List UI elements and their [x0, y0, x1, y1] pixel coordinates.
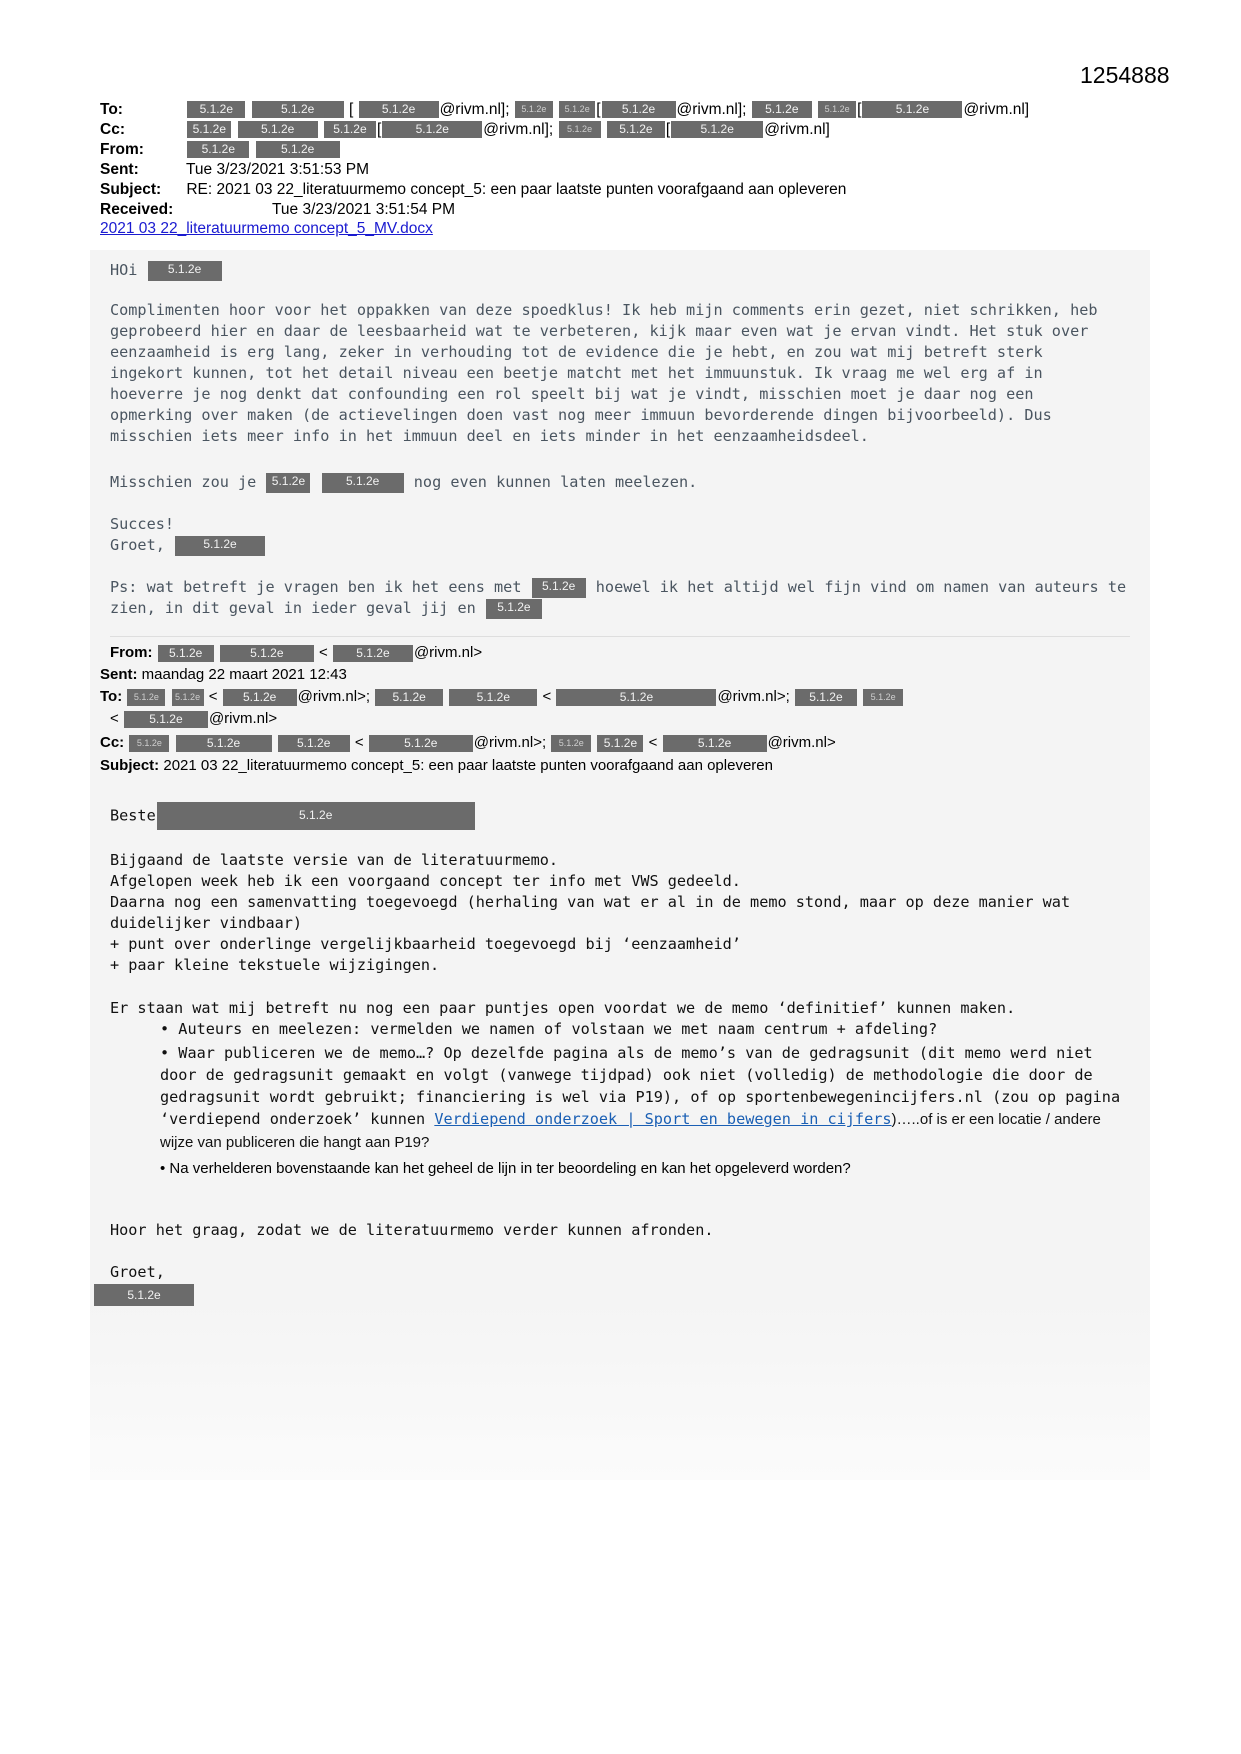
redaction: 5.1.2e	[333, 645, 413, 662]
redaction: 5.1.2e	[382, 121, 482, 138]
fwd-subject-value: 2021 03 22_literatuurmemo concept_5: een paar laatste punten voorafgaand aan opleveren	[163, 757, 773, 774]
redaction: 5.1.2e	[597, 735, 643, 752]
fwd-cc-line	[100, 732, 836, 754]
bullet-text: )…..of is er een locatie / andere wijze van publiceren die hangt aan P19?	[160, 1111, 1101, 1151]
redaction: 5.1.2e	[795, 689, 857, 706]
redaction: 5.1.2e	[449, 689, 537, 706]
redaction: 5.1.2e	[862, 101, 962, 118]
sent-line	[100, 160, 369, 180]
subject-label: Subject:	[100, 181, 162, 198]
original-intro	[110, 850, 1120, 976]
email-domain: @rivm.nl>	[413, 644, 483, 661]
paragraph-text: Misschien zou je	[110, 473, 257, 491]
fwd-to-label: To:	[100, 688, 123, 705]
list-item: • Auteurs en meelezen: vermelden we namen of volstaan we met naam centrum + afdeling?	[160, 1020, 938, 1038]
reply-greeting	[110, 260, 223, 281]
body-line: Bijgaand de laatste versie van de literatuurmemo.	[110, 851, 559, 869]
redaction: 5.1.2e	[187, 121, 231, 138]
reply-signoff	[110, 535, 266, 556]
bracket: <	[648, 734, 658, 751]
email-domain: @rivm.nl>;	[297, 688, 370, 705]
subject-line	[100, 180, 846, 200]
fwd-to-line	[100, 686, 904, 708]
redaction: 5.1.2e	[127, 689, 165, 706]
redaction: 5.1.2e	[223, 689, 297, 706]
list-item: • Na verhelderen bovenstaande kan het geheel de lijn in ter beoordeling en kan het opgeleverd worden?	[160, 1160, 851, 1177]
email-domain: @rivm.nl];	[676, 101, 747, 118]
document-id: 1254888	[1080, 62, 1170, 88]
to-line: To: 5.1.2e 5.1.2e [ 5.1.2e @rivm.nl]; 5.1.2e 5.1.2e [ 5.1.2e @rivm.nl]; 5.1.2e 5.1.2e [ 5.1.2e @rivm.nl]	[100, 101, 1030, 118]
email-domain: @rivm.nl]	[963, 101, 1030, 118]
received-line	[100, 200, 455, 220]
list-item: • Waar publiceren we de memo…? Op dezelfde pagina als de memo’s van de gedragsunit (dit memo werd niet door de gedragsunit gemaakt en volgt (vanwege tijdpad) ook niet (volledig) de methodologie die door de gedragsunit wordt gebruikt; financiering is wel via P19), of op sportenbewegenincijfers.nl (zou op pagina ‘verdiepend onderzoek’ kunnen Verdiepend onderzoek | Sport en bewegen in cijfers)…..of is er een locatie / andere wijze van publiceren die hangt aan P19?	[160, 1044, 1121, 1151]
divider	[110, 636, 1130, 637]
redaction: 5.1.2e	[818, 101, 856, 118]
redaction: 5.1.2e	[324, 121, 376, 138]
redaction: 5.1.2e	[124, 711, 208, 728]
redaction: 5.1.2e	[322, 473, 404, 493]
bracket: <	[319, 644, 328, 661]
fwd-subject-label: Subject:	[100, 757, 160, 774]
original-greeting	[110, 802, 476, 830]
body-line: Er staan wat mij betreft nu nog een paar puntjes open voordat we de memo ‘definitief’ kunnen maken.	[110, 999, 1016, 1017]
reply-paragraph-2	[110, 472, 697, 493]
redaction: 5.1.2e	[369, 735, 473, 752]
redaction: 5.1.2e	[187, 101, 245, 118]
closing-line	[110, 1220, 713, 1241]
bullet-text: Waar publiceren we de memo…? Op dezelfde pagina als de memo’s van de gedragsunit (dit memo werd niet door de gedragsunit gemaakt en volgt (vanwege tijdpad) ook niet (volledig) de methodologie die door de gedragsunit wordt gebruikt; financiering is wel via P19), of op sportenbewegenincijfers.nl (zou op pagina ‘verdiepend onderzoek’ kunnen	[160, 1044, 1121, 1128]
fwd-to-line-2	[110, 708, 277, 730]
bullet-text: Auteurs en meelezen: vermelden we namen of volstaan we met naam centrum + afdeling?	[178, 1020, 938, 1038]
redaction: 5.1.2e	[94, 1284, 194, 1306]
redaction: 5.1.2e	[752, 101, 812, 118]
bracket: <	[110, 710, 119, 727]
open-points-list	[160, 1018, 1130, 1180]
cc-label: Cc:	[100, 121, 125, 138]
redaction: 5.1.2e	[129, 735, 169, 752]
paragraph-text: Complimenten hoor voor het oppakken van deze spoedklus! Ik heb mijn comments erin gezet, niet schrikken, heb geprobeerd hier en daar de leesbaarheid wat te verbeteren, kijk maar even wat je ervan vindt. Het stuk over eenzaamheid is erg lang, zeker in verhouding tot de evidence die je hebt, en zou wat mij betreft sterk ingekort kunnen, tot het detail niveau een beetje matcht met het immuunstuk. Ik vraag me wel erg af in hoeverre je nog denkt dat confounding een rol speelt bij wat je vindt, misschien moet je daar nog een opmerking over maken (de actievelingen doen vast nog meer immuun bevorderende dingen bijvoorbeeld). Dus misschien iets meer info in het immuun deel en iets minder in het eenzaamheidsdeel.	[110, 301, 1098, 445]
groet-text: Groet,	[110, 536, 165, 554]
verdiepend-onderzoek-link[interactable]: Verdiepend onderzoek | Sport en bewegen in cijfers	[434, 1110, 892, 1128]
body-line: Afgelopen week heb ik een voorgaand concept ter info met VWS gedeeld.	[110, 872, 741, 890]
redaction: 5.1.2e	[551, 735, 591, 752]
groet-text: Groet,	[110, 1263, 165, 1281]
email-domain: @rivm.nl>	[767, 734, 836, 751]
succes-line	[110, 514, 174, 535]
redaction: 5.1.2e	[175, 536, 265, 556]
cc-line: Cc: 5.1.2e 5.1.2e 5.1.2e [ 5.1.2e @rivm.nl]; 5.1.2e 5.1.2e [ 5.1.2e @rivm.nl]	[100, 121, 830, 138]
open-points-intro	[110, 998, 1120, 1019]
ps-text: zien, in dit geval in ieder geval jij en	[110, 599, 476, 617]
fwd-cc-label: Cc:	[100, 734, 125, 751]
bracket: <	[208, 688, 218, 705]
paragraph-text: nog even kunnen laten meelezen.	[413, 473, 698, 491]
redaction: 5.1.2e	[278, 735, 350, 752]
fwd-from-label: From:	[110, 644, 153, 661]
bracket: <	[542, 688, 552, 705]
redaction: 5.1.2e	[863, 689, 903, 706]
bullet-text: Na verhelderen bovenstaande kan het geheel de lijn in ter beoordeling en kan het opgeleverd worden?	[169, 1160, 851, 1177]
redaction: 5.1.2e	[602, 101, 676, 118]
redaction: 5.1.2e	[556, 689, 716, 706]
sent-label: Sent:	[100, 161, 139, 178]
redaction: 5.1.2e	[266, 473, 310, 493]
signature-redaction	[93, 1284, 195, 1306]
body-line: + punt over onderlinge vergelijkbaarheid toegevoegd bij ‘eenzaamheid’	[110, 935, 741, 953]
received-label: Received:	[100, 201, 174, 218]
redaction: 5.1.2e	[607, 121, 665, 138]
bracket: <	[354, 734, 364, 751]
fwd-subject-line	[100, 755, 773, 777]
ps-line-1	[110, 577, 1126, 598]
from-label: From:	[100, 141, 144, 158]
received-value: Tue 3/23/2021 3:51:54 PM	[272, 201, 456, 218]
redaction: 5.1.2e	[663, 735, 767, 752]
redaction: 5.1.2e	[671, 121, 763, 138]
redaction: 5.1.2e	[187, 141, 249, 158]
subject-value: RE: 2021 03 22_literatuurmemo concept_5: een paar laatste punten voorafgaand aan opleveren	[186, 181, 847, 198]
body-line: Hoor het graag, zodat we de literatuurmemo verder kunnen afronden.	[110, 1221, 714, 1239]
redaction: 5.1.2e	[176, 735, 272, 752]
redaction: 5.1.2e	[559, 101, 595, 118]
redaction: 5.1.2e	[238, 121, 318, 138]
redaction: 5.1.2e	[252, 101, 344, 118]
redaction: 5.1.2e	[157, 802, 475, 830]
redaction: 5.1.2e	[486, 599, 542, 619]
email-domain: @rivm.nl];	[483, 121, 554, 138]
ps-line-2	[110, 598, 543, 619]
redaction: 5.1.2e	[515, 101, 553, 118]
to-label: To:	[100, 101, 123, 118]
body-line: Daarna nog een samenvatting toegevoegd (herhaling van wat er al in de memo stond, maar op deze manier wat duidelijker vindbaar)	[110, 893, 1071, 932]
redaction: 5.1.2e	[148, 261, 222, 281]
redaction: 5.1.2e	[359, 101, 439, 118]
ps-text: Ps: wat betreft je vragen ben ik het eens met	[110, 578, 522, 596]
from-line	[100, 140, 341, 160]
redaction: 5.1.2e	[172, 689, 204, 706]
email-domain: @rivm.nl];	[439, 101, 510, 118]
reply-paragraph	[110, 300, 1120, 447]
greeting-text: Beste	[110, 806, 156, 825]
redaction: 5.1.2e	[375, 689, 443, 706]
email-domain: @rivm.nl>;	[473, 734, 547, 751]
redaction: 5.1.2e	[256, 141, 340, 158]
succes-text: Succes!	[110, 515, 175, 533]
email-domain: @rivm.nl]	[764, 121, 830, 138]
fwd-sent-line	[100, 664, 347, 686]
email-domain: @rivm.nl>	[208, 710, 278, 727]
fwd-sent-value: maandag 22 maart 2021 12:43	[141, 666, 347, 683]
redaction: 5.1.2e	[220, 645, 314, 662]
redaction: 5.1.2e	[559, 121, 601, 138]
greeting-text: HOi	[110, 261, 138, 279]
body-line: + paar kleine tekstuele wijzigingen.	[110, 956, 440, 974]
fwd-sent-label: Sent:	[100, 666, 138, 683]
sent-value: Tue 3/23/2021 3:51:53 PM	[186, 161, 370, 178]
redaction: 5.1.2e	[158, 645, 214, 662]
attachment-link[interactable]: 2021 03 22_literatuurmemo concept_5_MV.docx	[100, 220, 433, 237]
fwd-from-line	[110, 642, 482, 664]
email-domain: @rivm.nl>;	[717, 688, 790, 705]
ps-text: hoewel ik het altijd wel fijn vind om namen van auteurs te	[595, 578, 1127, 596]
redaction: 5.1.2e	[532, 578, 586, 598]
original-signoff	[110, 1262, 165, 1283]
